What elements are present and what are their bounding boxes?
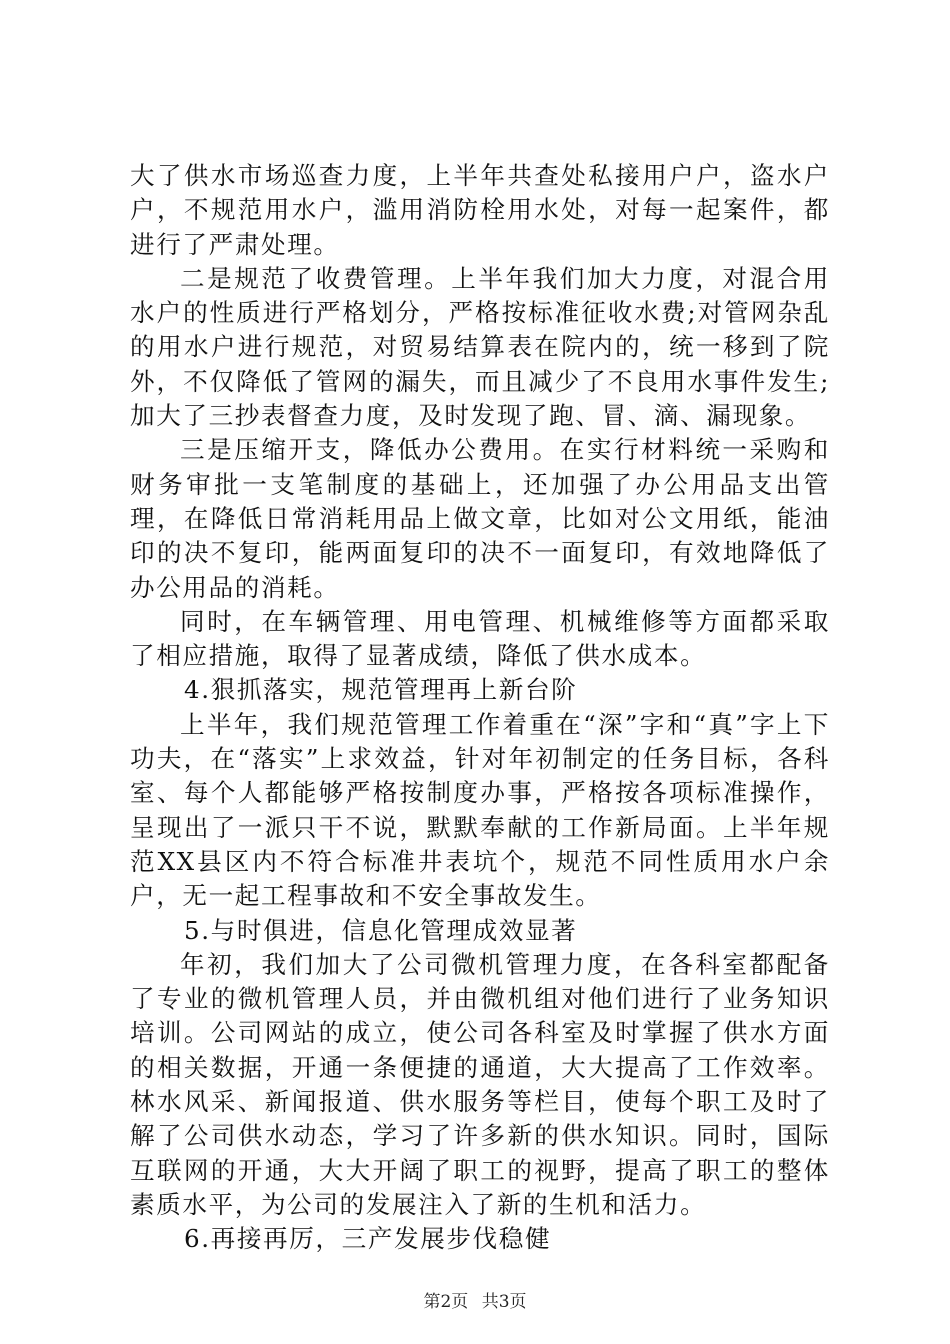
paragraph-5: 上半年，我们规范管理工作着重在“深”字和“真”字上下功夫，在“落实”上求效益，针对年初制定的任务目标，各科室、每个人都能够严格按制度办事，严格按各项标准操作，呈现出了一派只干不说，默默奉献的工作新局面。上半年规范XX县区内不符合标准井表坑个，规范不同性质用水户余户，无一起工程事故和不安全事故发生。	[130, 709, 830, 911]
paragraph-1: 大了供水市场巡查力度，上半年共查处私接用户户，盗水户户，不规范用水户，滥用消防栓用水处，对每一起案件，都进行了严肃处理。	[130, 161, 830, 259]
page-number: 第2页	[423, 1292, 469, 1312]
paragraph-3: 三是压缩开支，降低办公费用。在实行材料统一采购和财务审批一支笔制度的基础上，还加强了办公用品支出管理，在降低日常消耗用品上做文章，比如对公文用纸，能油印的决不复印，能两面复印的决不一面复印，有效地降低了办公用品的消耗。	[130, 435, 830, 602]
paragraph-2: 二是规范了收费管理。上半年我们加大力度，对混合用水户的性质进行严格划分，严格按标准征收水费;对管网杂乱的用水户进行规范，对贸易结算表在院内的，统一移到了院外，不仅降低了管网的漏失，而且减少了不良用水事件发生;加大了三抄表督查力度，及时发现了跑、冒、滴、漏现象。	[130, 263, 830, 431]
section-heading-5: 5.与时俱进，信息化管理成效显著	[184, 915, 578, 945]
page-total: 共3页	[481, 1292, 527, 1312]
section-heading-4: 4.狠抓落实，规范管理再上新台阶	[184, 675, 578, 705]
paragraph-4: 同时，在车辆管理、用电管理、机械维修等方面都采取了相应措施，取得了显著成绩，降低了供水成本。	[130, 606, 830, 671]
document-body	[130, 159, 830, 1257]
section-heading-6: 6.再接再厉，三产发展步伐稳健	[184, 1224, 552, 1254]
paragraph-6: 年初，我们加大了公司微机管理力度，在各科室都配备了专业的微机管理人员，并由微机组对他们进行了业务知识培训。公司网站的成立，使公司各科室及时掌握了供水方面的相关数据，开通一条便捷的通道，大大提高了工作效率。林水风采、新闻报道、供水服务等栏目，使每个职工及时了解了公司供水动态，学习了许多新的供水知识。同时，国际互联网的开通，大大开阔了职工的视野，提高了职工的整体素质水平，为公司的发展注入了新的生机和活力。	[130, 949, 830, 1219]
page-footer	[0, 1287, 950, 1312]
